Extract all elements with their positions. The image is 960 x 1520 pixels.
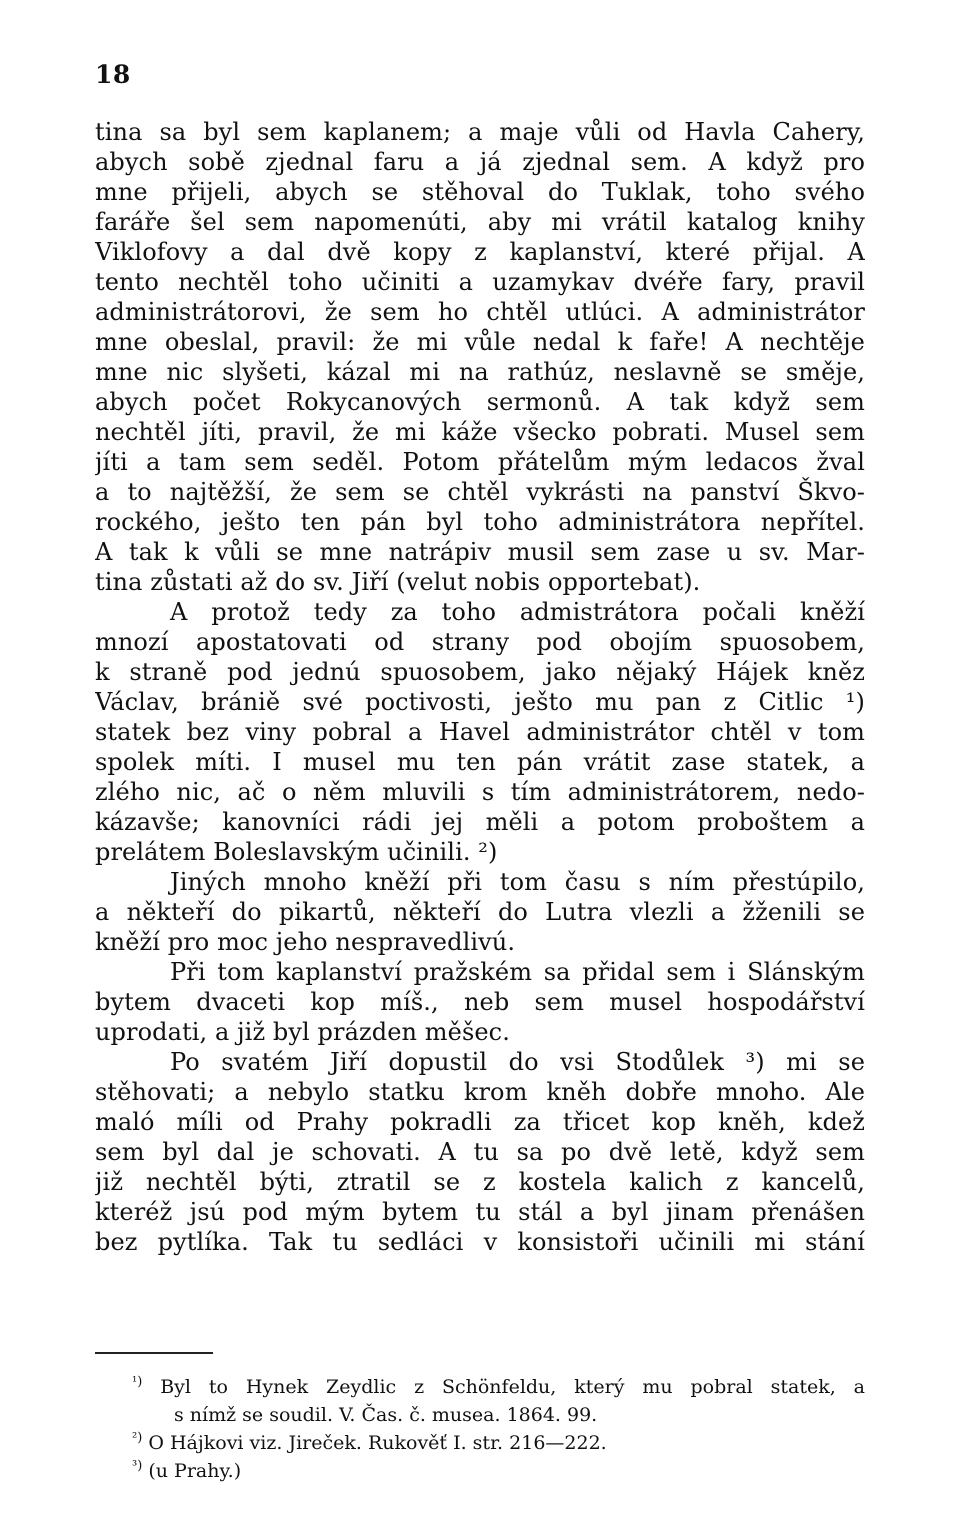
text-line: Viklofovy a dal dvě kopy z kaplanství, které přijal. A bbox=[95, 238, 865, 266]
text-line: tina sa byl sem kaplanem; a maje vůli od Havla Cahery, bbox=[95, 118, 865, 146]
text-line: k straně pod jednú spuosobem, jako nějaký Hájek kněz bbox=[95, 658, 865, 686]
text-line: faráře šel sem napomenúti, aby mi vrátil katalog knihy bbox=[95, 208, 865, 236]
footnote-marker: ³) bbox=[132, 1458, 143, 1474]
text-line: nechtěl jíti, pravil, že mi káže všecko pobrati. Musel sem bbox=[95, 418, 865, 446]
footnote-text: (u Prahy.) bbox=[148, 1460, 242, 1482]
text-line: A protož tedy za toho admistrátora počali kněží bbox=[170, 598, 865, 626]
text-line: administrátorovi, že sem ho chtěl utlúci. A administrátor bbox=[95, 298, 865, 326]
footnote-2 bbox=[132, 1429, 865, 1457]
text-line: již nechtěl býti, ztratil se z kostela kalich z kancelů, bbox=[95, 1168, 865, 1196]
footnote-marker: ¹) bbox=[132, 1374, 143, 1390]
text-line: statek bez viny pobral a Havel administrátor chtěl v tom bbox=[95, 718, 865, 746]
text-line: mne obeslal, pravil: že mi vůle nedal k faře! A nechtěje bbox=[95, 328, 865, 356]
text-line: Jiných mnoho kněží při tom času s ním přestúpilo, bbox=[170, 868, 865, 896]
text-line: maló míli od Prahy pokradli za třicet kop kněh, kdež bbox=[95, 1108, 865, 1136]
text-line: rockého, ješto ten pán byl toho administrátora nepřítel. bbox=[95, 508, 865, 536]
text-line: mne přijeli, abych se stěhoval do Tuklak, toho svého bbox=[95, 178, 865, 206]
text-line: spolek míti. I musel mu ten pán vrátit zase statek, a bbox=[95, 748, 865, 776]
text-line: tina zůstati až do sv. Jiří (velut nobis opportebat). bbox=[95, 568, 701, 596]
body-text bbox=[95, 117, 865, 1257]
text-line: a někteří do pikartů, někteří do Lutra vlezli a žženili se bbox=[95, 898, 865, 926]
text-line: tento nechtěl toho učiniti a uzamykav dvéře fary, pravil bbox=[95, 268, 865, 296]
text-line: zlého nic, ač o něm mluvili s tím administrátorem, nedo- bbox=[95, 778, 865, 806]
footnote-1-continuation: s nímž se soudil. V. Čas. č. musea. 1864. 99. bbox=[174, 1404, 598, 1426]
text-line: mnozí apostatovati od strany pod obojím spuosobem, bbox=[95, 628, 865, 656]
footnote-text: O Hájkovi viz. Jireček. Rukověť I. str. 216—222. bbox=[148, 1432, 607, 1454]
text-line: sem byl dal je schovati. A tu sa po dvě letě, když sem bbox=[95, 1138, 865, 1166]
text-line: jíti a tam sem seděl. Potom přátelům mým ledacos žval bbox=[95, 448, 865, 476]
text-line: prelátem Boleslavským učinili. ²) bbox=[95, 838, 498, 866]
footnote-1 bbox=[132, 1373, 865, 1401]
text-line: mne nic slyšeti, kázal mi na rathúz, neslavně se směje, bbox=[95, 358, 865, 386]
text-line: bytem dvaceti kop míš., neb sem musel hospodářství bbox=[95, 988, 865, 1016]
text-line: uprodati, a již byl prázden měšec. bbox=[95, 1018, 510, 1046]
footnote-text: Byl to Hynek Zeydlic z Schönfeldu, který mu pobral statek, a bbox=[160, 1376, 865, 1398]
text-line: kázavše; kanovníci rádi jej měli a potom proboštem a bbox=[95, 808, 865, 836]
text-line: stěhovati; a nebylo statku krom kněh dobře mnoho. Ale bbox=[95, 1078, 865, 1106]
footnotes bbox=[132, 1373, 865, 1485]
text-line: Václav, brániě své poctivosti, ješto mu pan z Citlic ¹) bbox=[95, 688, 865, 716]
footnote-marker: ²) bbox=[132, 1430, 143, 1446]
text-line: bez pytlíka. Tak tu sedláci v konsistoři učinili mi stání bbox=[95, 1228, 865, 1256]
text-line: Při tom kaplanství pražském sa přidal sem i Slánským bbox=[170, 958, 865, 986]
text-line: kteréž jsú pod mým bytem tu stál a byl jinam přenášen bbox=[95, 1198, 865, 1226]
footnote-separator bbox=[95, 1352, 213, 1354]
text-line: kněží pro moc jeho nespravedlivú. bbox=[95, 928, 516, 956]
text-line: a to najtěžší, že sem se chtěl vykrásti na panství Škvo- bbox=[95, 478, 865, 506]
page-number: 18 bbox=[95, 60, 131, 89]
text-line: A tak k vůli se mne natrápiv musil sem zase u sv. Mar- bbox=[95, 538, 865, 566]
text-line: abych sobě zjednal faru a já zjednal sem. A když pro bbox=[95, 148, 865, 176]
footnote-3 bbox=[132, 1457, 865, 1485]
text-line: abych počet Rokycanových sermonů. A tak když sem bbox=[95, 388, 865, 416]
text-line: Po svatém Jiří dopustil do vsi Stodůlek ³) mi se bbox=[170, 1048, 865, 1076]
